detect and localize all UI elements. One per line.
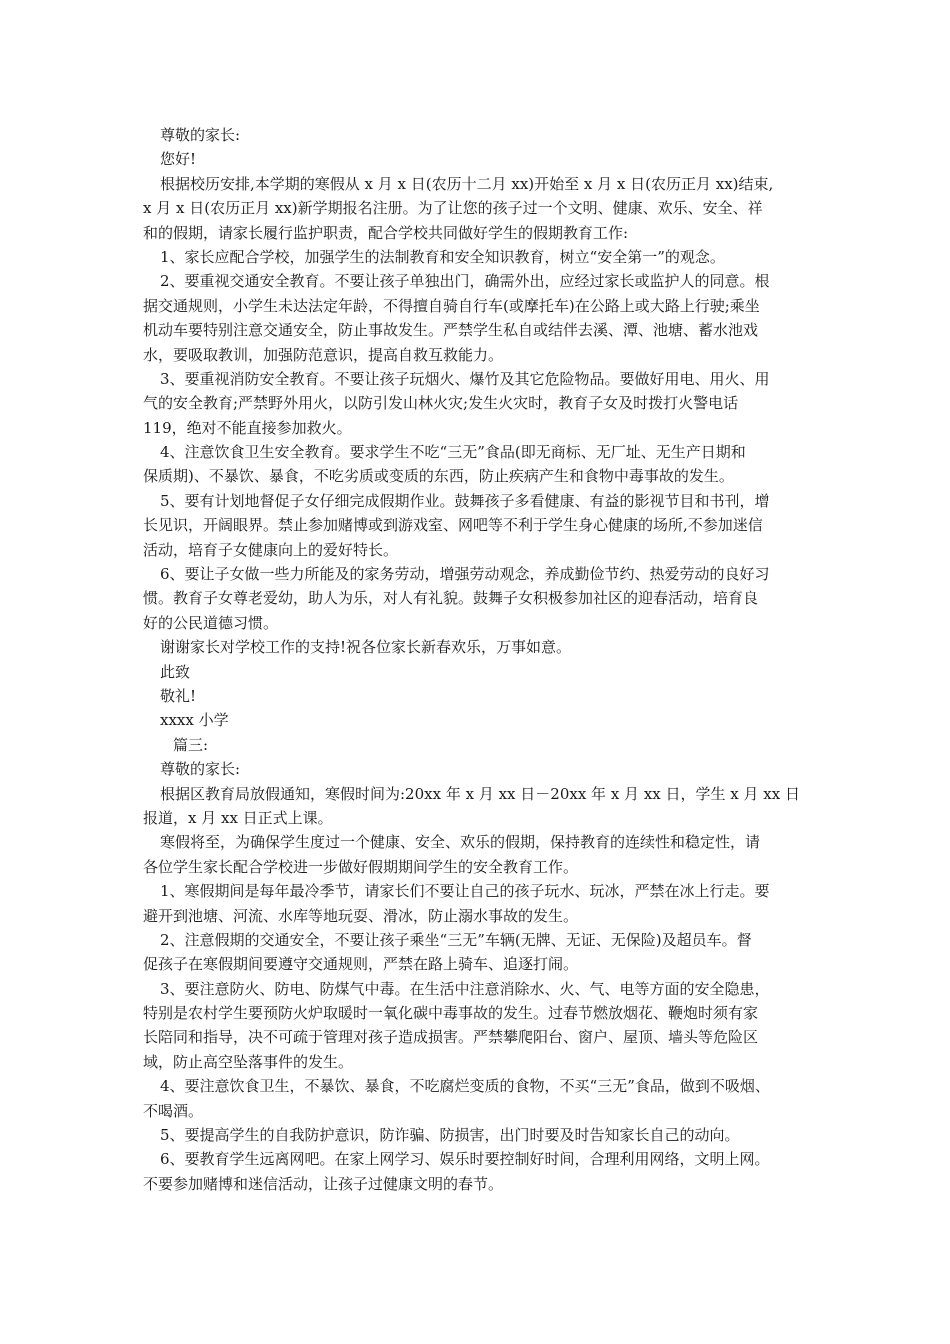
item-line: 机动车要特别注意交通安全，防止事故发生。严禁学生私自或结伴去溪、潭、池塘、蓄水池戏 [143,321,759,340]
thanks-line: 谢谢家长对学校工作的支持!祝各位家长新春欢乐，万事如意。 [160,638,572,657]
item-line: 不要参加赌博和迷信活动，让孩子过健康文明的春节。 [143,1174,504,1193]
intro-line: 根据区教育局放假通知，寒假时间为:20xx 年 x 月 xx 日－20xx 年 x 月 xx 日，学生 x 月 xx 日 [160,784,800,803]
item-line: 据交通规则，小学生未达法定年龄，不得擅自骑自行车(或摩托车)在公路上或大路上行驶;乘坐 [143,296,760,315]
item-line: 活动，培育子女健康向上的爱好特长。 [143,540,399,559]
item-line: 3、要注意防火、防电、防煤气中毒。在生活中注意消除水、火、气、电等方面的安全隐患， [160,979,770,998]
item-line: 不喝酒。 [143,1101,204,1120]
greeting: 您好! [160,150,197,169]
item-line: 1、家长应配合学校，加强学生的法制教育和安全知识教育，树立“安全第一”的观念。 [160,247,725,266]
item-line: 促孩子在寒假期间要遵守交通规则，严禁在路上骑车、追逐打闹。 [143,955,579,974]
intro-line: 报道，x 月 xx 日正式上课。 [143,808,333,827]
item-line: 4、注意饮食卫生安全教育。要求学生不吃“三无”食品(即无商标、无厂址、无生产日期和 [160,443,746,462]
item-line: 119，绝对不能直接参加救火。 [143,418,352,437]
intro-line: x 月 x 日(农历正月 xx)新学期报名注册。为了让您的孩子过一个文明、健康、欢乐、安全、祥 [143,199,763,218]
item-line: 2、注意假期的交通安全，不要让孩子乘坐“三无”车辆(无牌、无证、无保险)及超员车。督 [160,930,752,949]
item-line: 5、要提高学生的自我防护意识，防诈骗、防损害，出门时要及时告知家长自己的动向。 [160,1126,740,1145]
section-title: 篇三: [173,735,209,754]
salutation: 尊敬的家长: [160,760,241,779]
item-line: 好的公民道德习惯。 [143,613,279,632]
intro-line: 根据校历安排,本学期的寒假从 x 月 x 日(农历十二月 xx)开始至 x 月 x 日(农历正月 xx)结束, [160,174,774,193]
item-line: 2、要重视交通安全教育。不要让孩子单独出门，确需外出，应经过家长或监护人的同意。根 [160,272,770,291]
document-page [143,123,819,1196]
closing-line: 此致 [160,662,191,681]
item-line: 4、要注意饮食卫生，不暴饮、暴食，不吃腐烂变质的食物，不买“三无”食品，做到不吸烟、 [160,1077,770,1096]
item-line: 6、要教育学生远离网吧。在家上网学习、娱乐时要控制好时间，合理利用网络，文明上网。 [160,1150,770,1169]
item-line: 长陪同和指导，决不可疏于管理对孩子造成损害。严禁攀爬阳台、窗户、屋顶、墙头等危险区 [143,1028,759,1047]
item-line: 水，要吸取教训，加强防范意识，提高自救互救能力。 [143,345,504,364]
item-line: 长见识，开阔眼界。禁止参加赌博或到游戏室、网吧等不利于学生身心健康的场所,不参加迷信 [143,516,763,535]
item-line: 5、要有计划地督促子女仔细完成假期作业。鼓舞孩子多看健康、有益的影视节目和书刊，增 [160,491,770,510]
intro-line: 和的假期，请家长履行监护职责，配合学校共同做好学生的假期教育工作: [143,223,629,242]
paragraph-line: 各位学生家长配合学校进一步做好假期期间学生的安全教育工作。 [143,857,579,876]
item-line: 气的安全教育;严禁野外用火，以防引发山林火灾;发生火灾时，教育子女及时拨打火警电话 [143,394,739,413]
item-line: 域，防止高空坠落事件的发生。 [143,1052,354,1071]
signature: xxxx 小学 [160,711,229,730]
salutation: 尊敬的家长: [160,126,241,144]
item-line: 1、寒假期间是每年最冷季节，请家长们不要让自己的孩子玩水、玩冰，严禁在冰上行走。要 [160,882,770,901]
closing-line: 敬礼! [160,686,197,705]
item-line: 保质期)、不暴饮、暴食，不吃劣质或变质的东西，防止疾病产生和食物中毒事故的发生。 [143,467,734,486]
item-line: 6、要让子女做一些力所能及的家务劳动，增强劳动观念，养成勤俭节约、热爱劳动的良好习 [160,565,770,584]
item-line: 惯。教育子女尊老爱幼，助人为乐，对人有礼貌。鼓舞子女积极参加社区的迎春活动，培育良 [143,589,759,608]
paragraph-line: 寒假将至，为确保学生度过一个健康、安全、欢乐的假期，保持教育的连续性和稳定性，请 [160,833,761,852]
item-line: 避开到池塘、河流、水库等地玩耍、滑冰，防止溺水事故的发生。 [143,906,579,925]
item-line: 特别是农村学生要预防火炉取暖时一氧化碳中毒事故的发生。过春节燃放烟花、鞭炮时须有家 [143,1004,759,1023]
item-line: 3、要重视消防安全教育。不要让孩子玩烟火、爆竹及其它危险物品。要做好用电、用火、用 [160,369,770,388]
